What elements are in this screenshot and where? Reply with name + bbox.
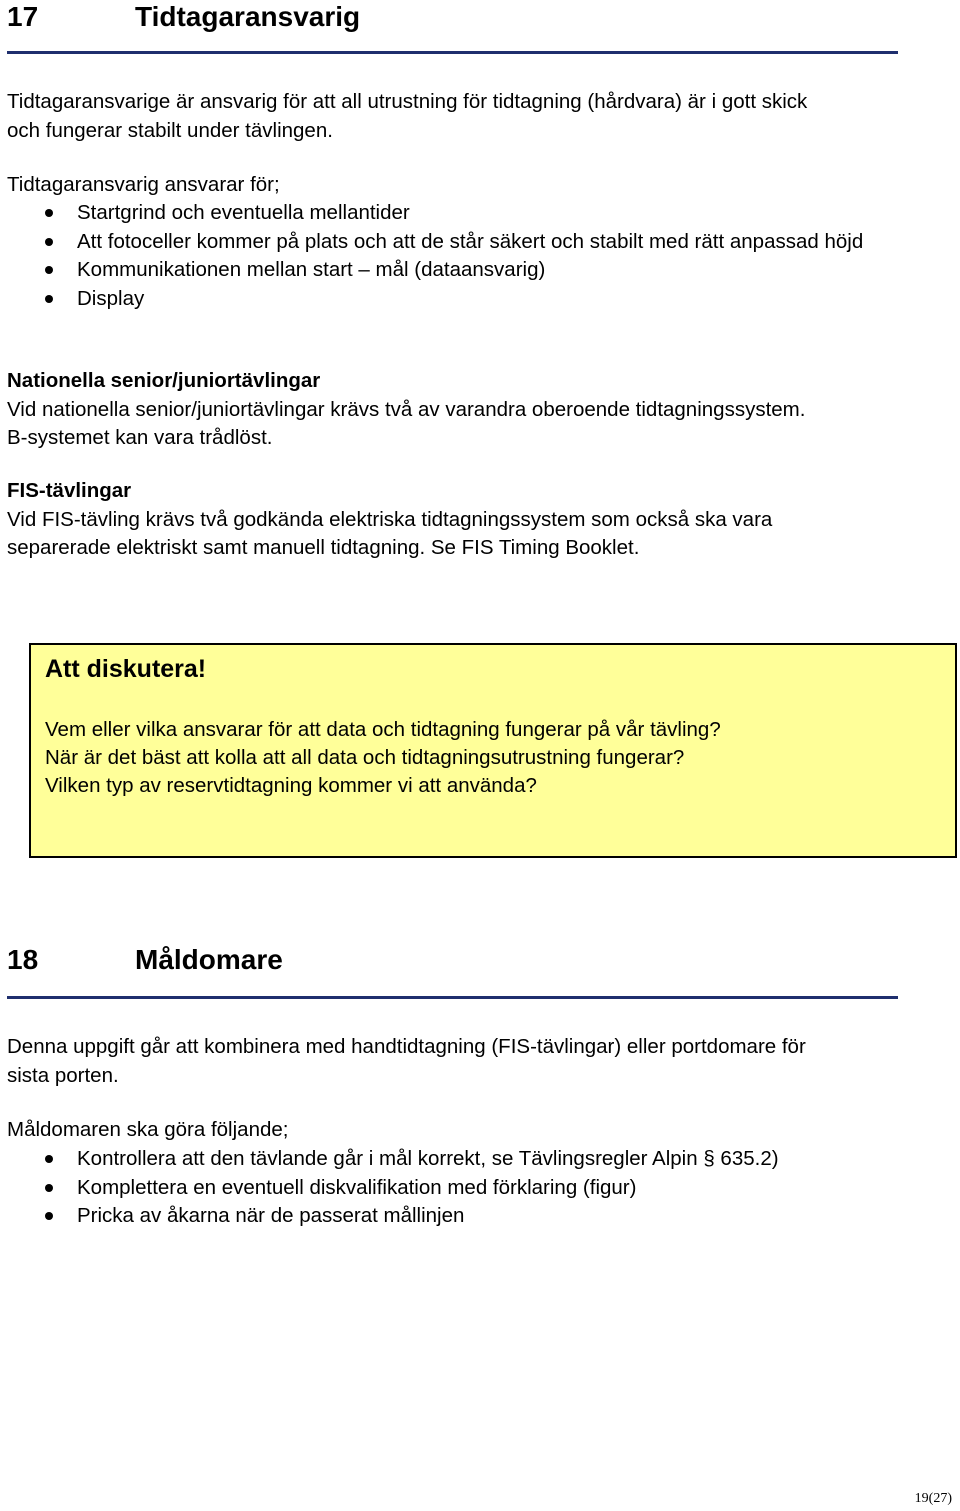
national-line: Vid nationella senior/juniortävlingar krävs två av varandra oberoende tidtagningssystem. [7,397,806,421]
national-section [7,367,947,453]
bullet-icon [45,1212,53,1220]
discussion-heading: Att diskutera! [45,655,207,683]
intro-line: sista porten. [7,1063,119,1087]
section-18-heading [7,943,283,977]
list-item-text: Display [77,286,145,310]
section-17-heading [7,0,360,34]
intro-line: Tidtagaransvarige är ansvarig för att all utrustning för tidtagning (hårdvara) är i gott skick [7,90,808,113]
list-item [7,256,947,285]
intro-line: Denna uppgift går att kombinera med handtidtagning (FIS-tävlingar) eller portdomare för [7,1035,806,1058]
fis-line: Vid FIS-tävling krävs två godkända elektriska tidtagningssystem som också ska vara [7,507,773,531]
bullet-icon [45,1155,53,1163]
national-line: B-systemet kan vara trådlöst. [7,426,273,449]
list-item-text: Att fotoceller kommer på plats och att de står säkert och stabilt med rätt anpassad höjd [77,229,864,253]
list-item [7,1145,947,1174]
discussion-box [29,643,957,858]
bullet-icon [45,295,53,303]
list-item-text: Startgrind och eventuella mellantider [77,201,410,224]
bullet-icon [45,1184,53,1192]
discussion-question: Vem eller vilka ansvarar för att data och tidtagning fungerar på vår tävling? [45,718,721,741]
list-item [7,199,947,228]
section-18-title: Måldomare [135,944,283,975]
fis-heading: FIS-tävlingar [7,479,132,502]
fis-section [7,477,947,563]
section-17-intro [7,88,947,145]
list-item-text: Kommunikationen mellan start – mål (dataansvarig) [77,258,546,281]
section-17-bullet-list [7,199,947,313]
national-heading: Nationella senior/juniortävlingar [7,369,321,392]
section-18-bullet-list [7,1145,947,1231]
bullet-icon [45,238,53,246]
section-17-rule [7,51,898,54]
fis-line: separerade elektriskt samt manuell tidtagning. Se FIS Timing Booklet. [7,536,640,559]
section-18-rule [7,996,898,999]
list-item [7,1174,947,1203]
list-item [7,228,947,257]
bullet-icon [45,209,53,217]
intro-line: och fungerar stabilt under tävlingen. [7,118,333,142]
list-item-text: Komplettera en eventuell diskvalifikation med förklaring (figur) [77,1175,637,1199]
discussion-question: När är det bäst att kolla att all data och tidtagningsutrustning fungerar? [45,746,685,769]
section-17-title: Tidtagaransvarig [135,1,361,32]
page-number: 19(27) [914,1491,952,1506]
section-18-intro [7,1033,947,1090]
section-18-list-intro: Måldomaren ska göra följande; [7,1118,289,1141]
list-item-text: Pricka av åkarna när de passerat mållinjen [77,1204,465,1227]
bullet-icon [45,266,53,274]
section-18-number: 18 [7,944,39,975]
list-item [7,285,947,314]
discussion-question: Vilken typ av reservtidtagning kommer vi att använda? [45,774,537,797]
section-17-number: 17 [7,1,39,32]
list-item [7,1202,947,1231]
section-17-list-intro: Tidtagaransvarig ansvarar för; [7,173,280,196]
list-item-text: Kontrollera att den tävlande går i mål korrekt, se Tävlingsregler Alpin § 635.2) [77,1147,779,1170]
